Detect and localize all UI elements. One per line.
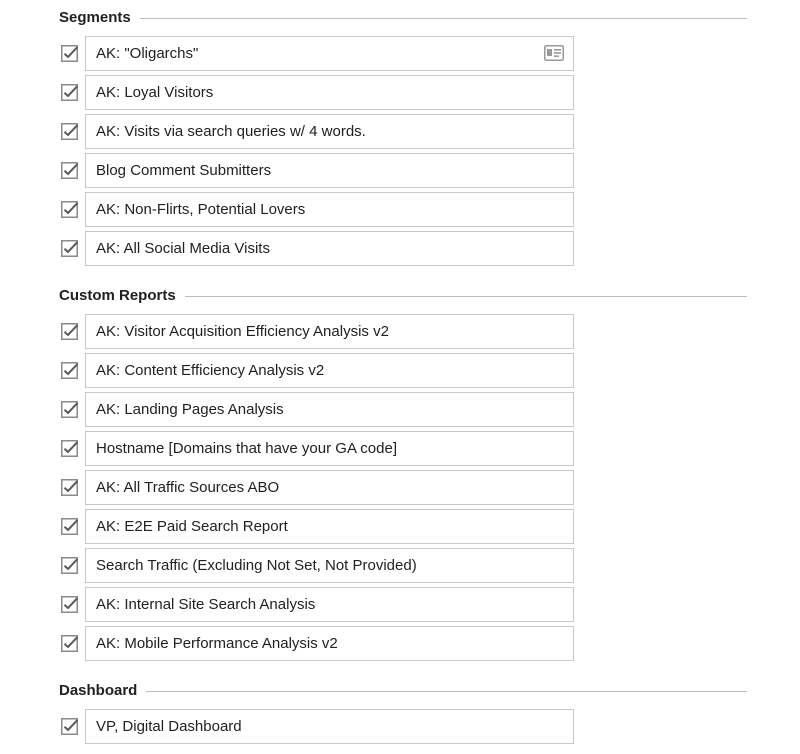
check-icon: [61, 323, 78, 340]
segment-name-field: [85, 114, 574, 149]
custom-report-name-input[interactable]: [86, 549, 546, 582]
segment-row: [59, 153, 575, 188]
segment-row: [59, 192, 575, 227]
custom-report-name-input[interactable]: [86, 354, 546, 387]
check-icon: [61, 123, 78, 140]
custom-report-name-field: [85, 626, 574, 661]
custom-report-name-field: [85, 470, 574, 505]
segment-name-input[interactable]: [86, 37, 546, 70]
section-divider: [185, 296, 747, 297]
segment-name-input[interactable]: [86, 76, 546, 109]
custom-report-name-field: [85, 314, 574, 349]
custom-report-name-input[interactable]: [86, 432, 546, 465]
custom-report-name-input[interactable]: [86, 588, 546, 621]
custom-report-row: [59, 392, 575, 427]
segment-row: [59, 75, 575, 110]
custom-report-name-field: [85, 392, 574, 427]
custom-report-name-field: [85, 509, 574, 544]
segment-name-field: [85, 153, 574, 188]
section-header-dashboard: [59, 681, 747, 701]
custom-report-row: [59, 548, 575, 583]
segment-row: [59, 231, 575, 266]
segment-checkbox[interactable]: [61, 84, 78, 101]
custom-report-checkbox[interactable]: [61, 518, 78, 535]
segment-name-field: [85, 192, 574, 227]
segment-checkbox[interactable]: [61, 240, 78, 257]
custom-report-name-field: [85, 587, 574, 622]
section-divider: [140, 18, 747, 19]
check-icon: [61, 718, 78, 735]
custom-report-row: [59, 509, 575, 544]
segment-name-input[interactable]: [86, 154, 546, 187]
custom-report-checkbox[interactable]: [61, 635, 78, 652]
section-title-dashboard: Dashboard: [59, 682, 138, 699]
dashboard-name-field: [85, 709, 574, 744]
custom-report-checkbox[interactable]: [61, 479, 78, 496]
check-icon: [61, 479, 78, 496]
segment-name-input[interactable]: [86, 232, 546, 265]
segment-name-field: [85, 36, 574, 71]
segment-checkbox[interactable]: [61, 45, 78, 62]
segment-row: [59, 114, 575, 149]
check-icon: [61, 201, 78, 218]
segment-name-input[interactable]: [86, 193, 546, 226]
check-icon: [61, 557, 78, 574]
contact-card-icon[interactable]: [544, 45, 564, 61]
custom-report-checkbox[interactable]: [61, 323, 78, 340]
check-icon: [61, 240, 78, 257]
segment-name-field: [85, 75, 574, 110]
custom-report-name-field: [85, 353, 574, 388]
custom-report-checkbox[interactable]: [61, 440, 78, 457]
custom-report-row: [59, 431, 575, 466]
custom-report-name-input[interactable]: [86, 315, 546, 348]
custom-report-row: [59, 470, 575, 505]
custom-report-checkbox[interactable]: [61, 362, 78, 379]
custom-report-checkbox[interactable]: [61, 401, 78, 418]
check-icon: [61, 162, 78, 179]
section-title-segments: Segments: [59, 9, 131, 26]
check-icon: [61, 635, 78, 652]
segment-checkbox[interactable]: [61, 123, 78, 140]
section-header-segments: [59, 8, 747, 28]
custom-report-name-input[interactable]: [86, 510, 546, 543]
dashboard-checkbox[interactable]: [61, 718, 78, 735]
segment-name-input[interactable]: [86, 115, 546, 148]
custom-report-name-input[interactable]: [86, 471, 546, 504]
check-icon: [61, 45, 78, 62]
segment-checkbox[interactable]: [61, 201, 78, 218]
custom-report-name-field: [85, 431, 574, 466]
check-icon: [61, 401, 78, 418]
check-icon: [61, 84, 78, 101]
segment-row: [59, 36, 575, 71]
section-header-custom-reports: [59, 286, 747, 306]
custom-report-name-field: [85, 548, 574, 583]
section-title-custom-reports: Custom Reports: [59, 287, 176, 304]
dashboard-row: [59, 709, 575, 744]
check-icon: [61, 518, 78, 535]
custom-report-row: [59, 626, 575, 661]
custom-report-row: [59, 587, 575, 622]
section-divider: [146, 691, 747, 692]
custom-report-row: [59, 353, 575, 388]
custom-report-name-input[interactable]: [86, 393, 546, 426]
check-icon: [61, 362, 78, 379]
custom-report-row: [59, 314, 575, 349]
check-icon: [61, 440, 78, 457]
dashboard-name-input[interactable]: [86, 710, 546, 743]
custom-report-name-input[interactable]: [86, 627, 546, 660]
segment-checkbox[interactable]: [61, 162, 78, 179]
segment-name-field: [85, 231, 574, 266]
check-icon: [61, 596, 78, 613]
custom-report-checkbox[interactable]: [61, 596, 78, 613]
custom-report-checkbox[interactable]: [61, 557, 78, 574]
